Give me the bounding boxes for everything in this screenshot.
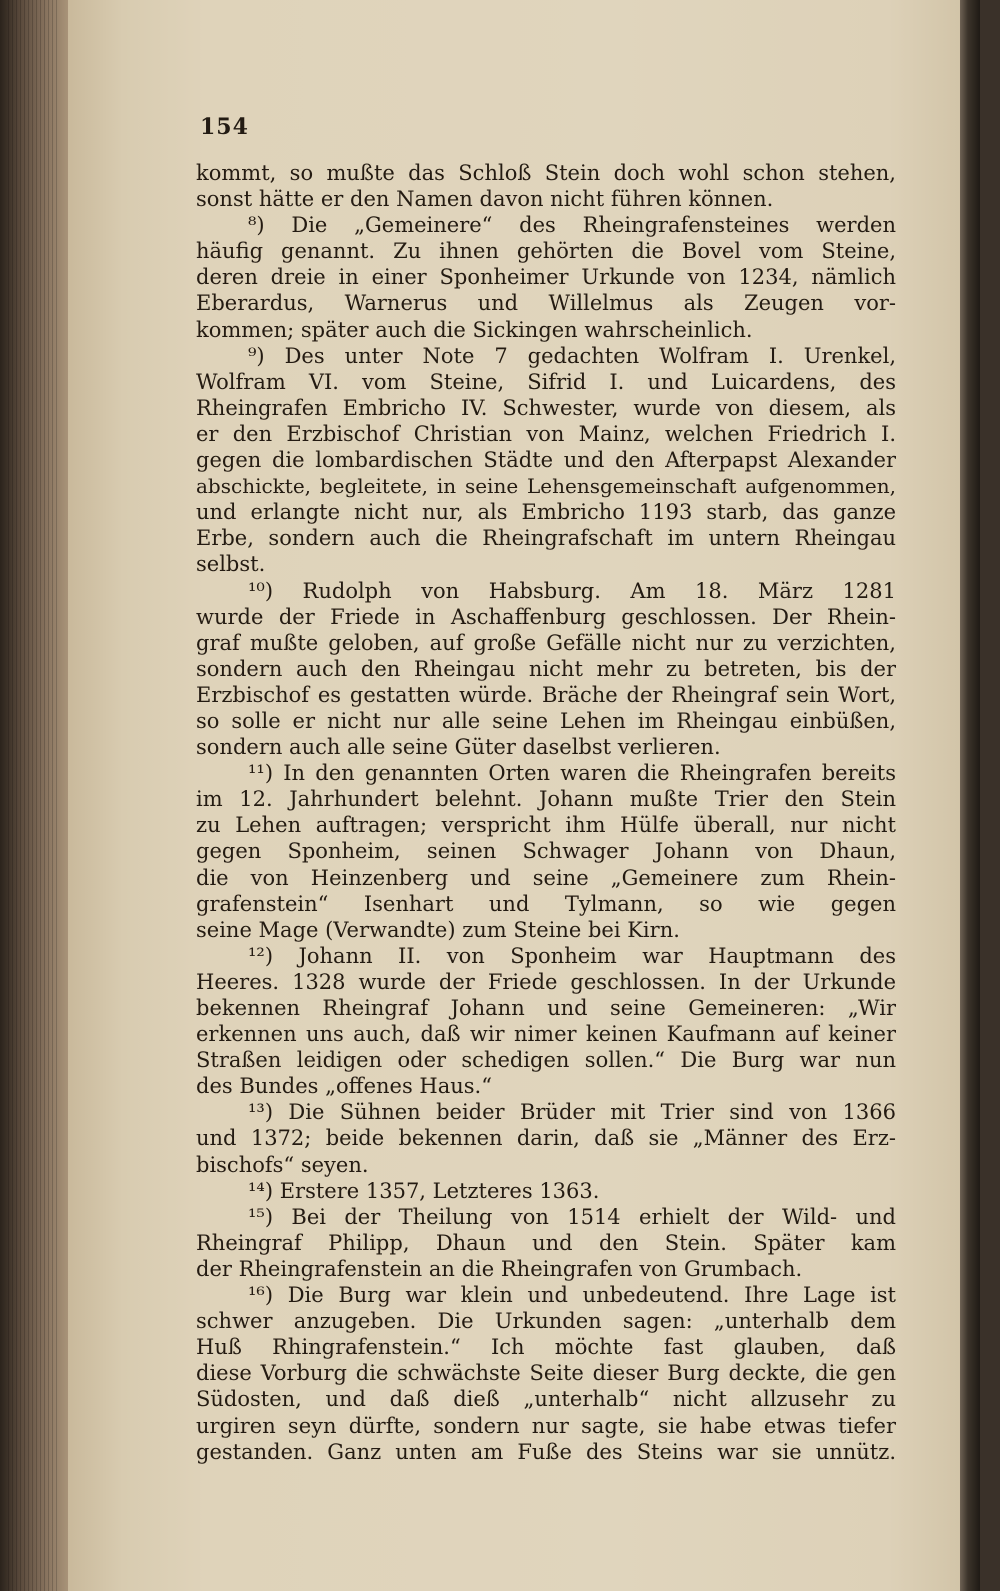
- text-line: graf mußte geloben, auf große Gefälle nicht nur zu verzichten,: [196, 630, 896, 655]
- text-line: abschickte, begleitete, in seine Lehensgemeinschaft aufgenommen,: [196, 474, 896, 499]
- text-line: Eberardus, Warnerus und Willelmus als Zeugen vor-: [196, 291, 896, 316]
- text-line: Straßen leidigen oder schedigen sollen.“ Die Burg war nun: [196, 1048, 896, 1073]
- footnote-13-line: ¹³) Die Sühnen beider Brüder mit Trier sind von 1366: [248, 1100, 896, 1125]
- footnote-12-line: ¹²) Johann II. von Sponheim war Hauptmann des: [248, 943, 896, 968]
- page-number: 154: [200, 114, 249, 140]
- text-line: Rheingraf Philipp, Dhaun und den Stein. Später kam: [196, 1230, 896, 1255]
- text-line: des Bundes „offenes Haus.“: [196, 1074, 492, 1099]
- text-line: gestanden. Ganz unten am Fuße des Steins war sie unnütz.: [196, 1439, 896, 1464]
- text-line: Erbe, sondern auch die Rheingrafschaft im untern Rheingau: [196, 526, 896, 551]
- book-spine-shadow: [960, 0, 980, 1591]
- text-line: der Rheingrafenstein an die Rheingrafen von Grumbach.: [196, 1256, 803, 1281]
- text-line: kommt, so mußte das Schloß Stein doch wohl schon stehen,: [196, 161, 896, 185]
- text-line: urgiren seyn dürfte, sondern nur sagte, sie habe etwas tiefer: [196, 1413, 896, 1438]
- footnote-11-line: ¹¹) In den genannten Orten waren die Rheingrafen bereits: [248, 761, 896, 786]
- text-line: er den Erzbischof Christian von Mainz, welchen Friedrich I.: [196, 421, 896, 446]
- text-line: die von Heinzenberg und seine „Gemeinere zum Rhein-: [196, 865, 896, 890]
- text-line: bischofs“ seyen.: [196, 1152, 369, 1177]
- text-line: Huß Rhingrafenstein.“ Ich möchte fast glauben, daß: [196, 1335, 896, 1360]
- text-line: bekennen Rheingraf Johann und seine Gemeineren: „Wir: [196, 996, 896, 1020]
- text-line: grafenstein“ Isenhart und Tylmann, so wie gegen: [196, 891, 896, 916]
- text-line: wurde der Friede in Aschaffenburg geschlossen. Der Rhein-: [196, 604, 896, 629]
- footnote-15-line: ¹⁵) Bei der Theilung von 1514 erhielt der Wild- und: [248, 1204, 896, 1229]
- page-text: [196, 160, 896, 1465]
- text-line: kommen; später auch die Sickingen wahrscheinlich.: [196, 317, 753, 342]
- text-line: Heeres. 1328 wurde der Friede geschlossen. In der Urkunde: [196, 969, 896, 994]
- text-line: erkennen uns auch, daß wir nimer keinen Kaufmann auf keiner: [196, 1022, 896, 1047]
- text-line: seine Mage (Verwandte) zum Steine bei Kirn.: [196, 917, 680, 942]
- text-line: deren dreie in einer Sponheimer Urkunde von 1234, nämlich: [196, 265, 896, 290]
- footnote-9-line: ⁹) Des unter Note 7 gedachten Wolfram I. Urenkel,: [248, 343, 896, 368]
- text-line: so solle er nicht nur alle seine Lehen im Rheingau einbüßen,: [196, 708, 896, 733]
- text-line: sonst hätte er den Namen davon nicht führen können.: [196, 187, 774, 212]
- text-line: sondern auch den Rheingau nicht mehr zu betreten, bis der: [196, 656, 896, 681]
- text-line: Südosten, und daß dieß „unterhalb“ nicht allzusehr zu: [196, 1387, 896, 1412]
- text-line: sondern auch alle seine Güter daselbst verlieren.: [196, 735, 721, 760]
- text-line: selbst.: [196, 552, 266, 577]
- text-line: häufig genannt. Zu ihnen gehörten die Bovel vom Steine,: [196, 239, 896, 264]
- text-line: diese Vorburg die schwächste Seite dieser Burg deckte, die gen: [196, 1361, 896, 1386]
- footnote-14-line: ¹⁴) Erstere 1357, Letzteres 1363.: [248, 1178, 600, 1203]
- text-line: im 12. Jahrhundert belehnt. Johann mußte Trier den Stein: [196, 787, 896, 812]
- text-line: Wolfram VI. vom Steine, Sifrid I. und Luicardens, des: [196, 369, 896, 394]
- text-line: zu Lehen auftragen; verspricht ihm Hülfe überall, nur nicht: [196, 813, 896, 838]
- text-line: gegen die lombardischen Städte und den Afterpapst Alexander: [196, 448, 896, 473]
- text-line: Rheingrafen Embricho IV. Schwester, wurde von diesem, als: [196, 395, 896, 420]
- footnote-10-line: ¹⁰) Rudolph von Habsburg. Am 18. März 1281: [248, 578, 896, 603]
- text-line: und 1372; beide bekennen darin, daß sie „Männer des Erz-: [196, 1126, 896, 1151]
- footnote-8-line: ⁸) Die „Gemeinere“ des Rheingrafensteines werden: [248, 213, 896, 238]
- text-line: Erzbischof es gestatten würde. Bräche der Rheingraf sein Wort,: [196, 682, 896, 707]
- page-stack-edges: [8, 0, 58, 1591]
- footnote-16-line: ¹⁶) Die Burg war klein und unbedeutend. Ihre Lage ist: [248, 1283, 896, 1308]
- text-line: gegen Sponheim, seinen Schwager Johann von Dhaun,: [196, 839, 896, 864]
- text-line: und erlangte nicht nur, als Embricho 1193 starb, das ganze: [196, 500, 896, 525]
- text-line: schwer anzugeben. Die Urkunden sagen: „unterhalb dem: [196, 1309, 896, 1334]
